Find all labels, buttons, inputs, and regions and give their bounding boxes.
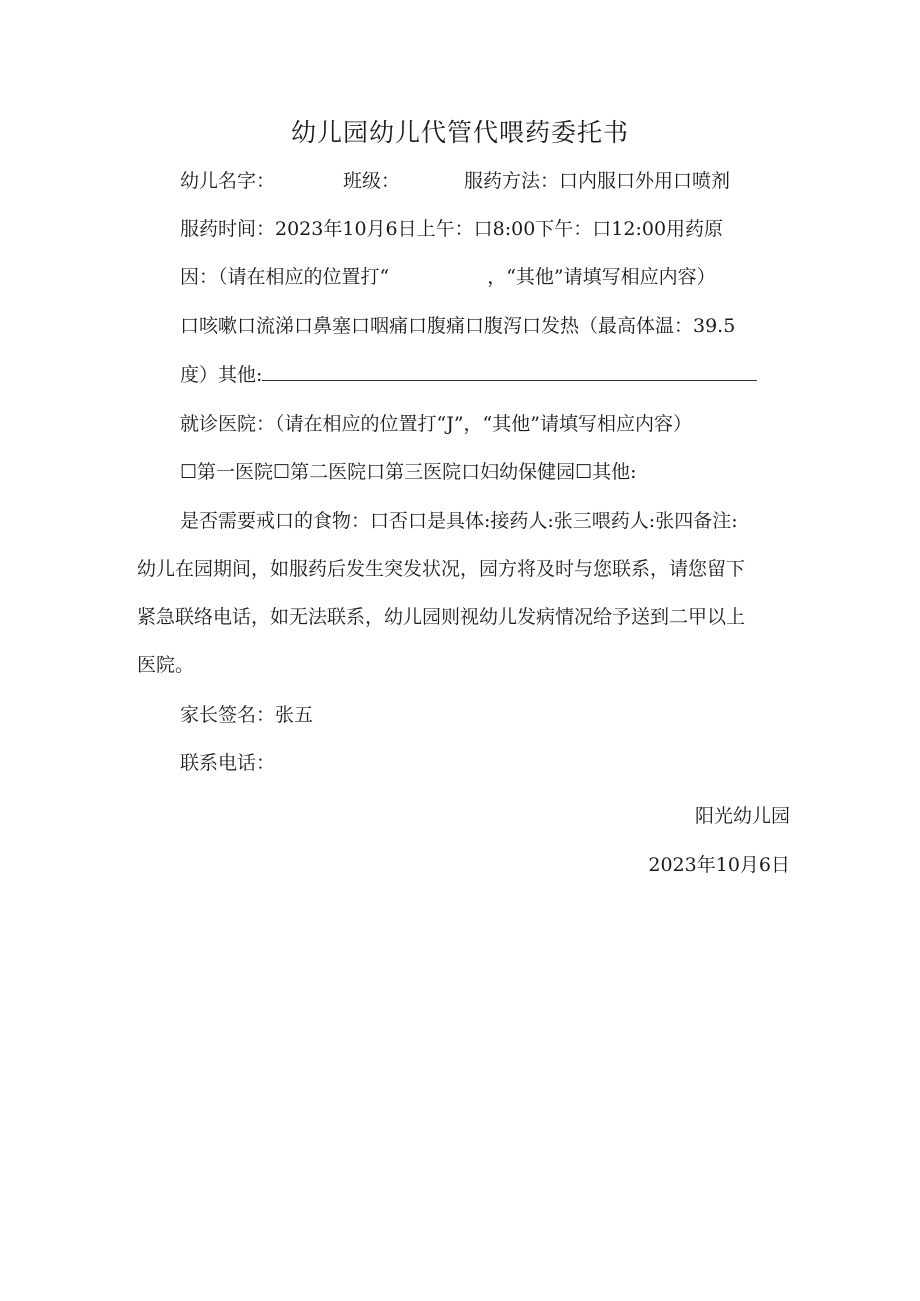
symptoms-other-blank [262,362,757,381]
hospital-instruction: 就诊医院：（请在相应的位置打“J”，“其他”请填写相应内容） [180,413,692,435]
class-label: 班级： [343,170,401,192]
reason-suffix: ，“其他”请填写相应内容） [487,266,716,288]
note-line-2: 紧急联络电话，如无法联系，幼儿园则视幼儿发病情况给予送到二甲以上 [137,606,746,628]
parent-signature: 家长签名：张五 [180,704,314,726]
reason-prefix: 因：（请在相应的位置打“ [180,266,390,288]
reason-instruction-line [180,264,716,290]
hospital-options: ☐第一医院☐第二医院口第三医院口妇幼保健园☐其他: [180,461,637,483]
phone-label: 联系电话： [180,752,276,774]
note-line-1: 幼儿在园期间，如服药后发生突发状况，园方将及时与您联系，请您留下 [137,558,746,580]
food-restriction-line: 是否需要戒口的食物：口否口是具体:接药人:张三喂药人:张四备注: [180,510,738,532]
medication-method: 服药方法：口内服口外用口喷剂 [464,170,731,192]
symptoms-other-line [180,362,757,388]
document-date: 2023年10月6日 [648,854,790,876]
medication-time: 服药时间：2023年10月6日上午：口8:00下午：口12:00用药原 [180,218,724,240]
symptoms-options: 口咳嗽口流涕口鼻塞口咽痛口腹痛口腹泻口发热（最高体温：39.5 [180,315,736,337]
symptoms-other-label: 度）其他: [180,364,263,386]
org-name: 阳光幼儿园 [694,805,790,827]
child-name-label: 幼儿名字： [180,170,276,192]
note-line-3: 医院。 [137,654,195,676]
document-title: 幼儿园幼儿代管代喂药委托书 [290,118,629,147]
child-info-line [180,168,730,194]
